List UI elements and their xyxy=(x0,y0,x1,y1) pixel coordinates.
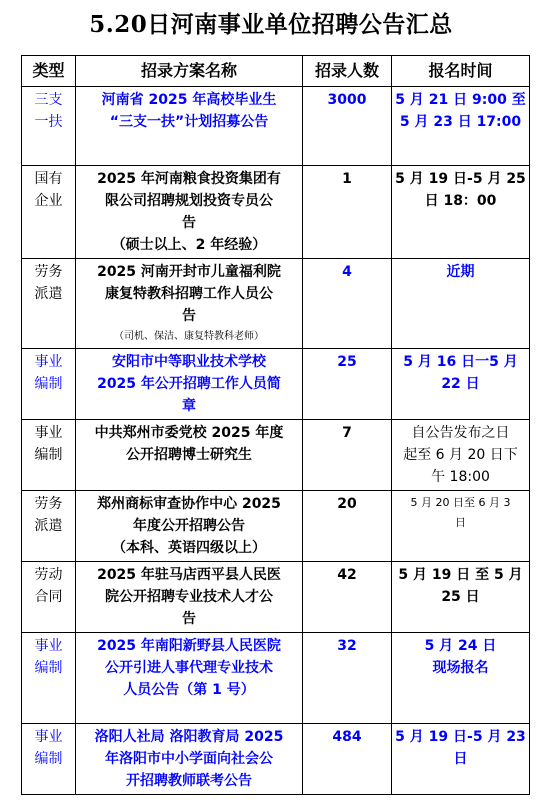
row-time: 5 月 24 日 现场报名 xyxy=(392,633,530,724)
row-type: 国有 企业 xyxy=(22,166,76,259)
recruitment-table xyxy=(21,55,530,795)
row-name: 2025 年驻马店西平县人民医 院公开招聘专业技术人才公 告 xyxy=(76,562,303,633)
row-name: 洛阳人社局 洛阳教育局 2025 年洛阳市中小学面向社会公 开招聘教师联考公告 xyxy=(76,724,303,795)
row-time: 自公告发布之日 起至 6 月 20 日下 午 18:00 xyxy=(392,420,530,491)
row-name: 2025 年南阳新野县人民医院 公开引进人事代理专业技术 人员公告（第 1 号） xyxy=(76,633,303,724)
table-row xyxy=(22,259,530,349)
row-time: 5 月 16 日一5 月 22 日 xyxy=(392,349,530,420)
table-row xyxy=(22,562,530,633)
table-row xyxy=(22,633,530,724)
row-count: 484 xyxy=(303,724,392,795)
row-count: 42 xyxy=(303,562,392,633)
row-type: 事业 编制 xyxy=(22,420,76,491)
row-name: 2025 河南开封市儿童福利院 康复特教科招聘工作人员公 告 （司机、保洁、康复特教科老师） xyxy=(76,259,303,349)
header-count: 招录人数 xyxy=(303,56,392,87)
row-note: （司机、保洁、康复特教科老师） xyxy=(114,331,264,342)
row-name: 安阳市中等职业技术学校 2025 年公开招聘工作人员简 章 xyxy=(76,349,303,420)
table-row xyxy=(22,491,530,562)
row-count: 32 xyxy=(303,633,392,724)
row-type: 事业 编制 xyxy=(22,349,76,420)
header-name: 招录方案名称 xyxy=(76,56,303,87)
table-row xyxy=(22,724,530,795)
row-time: 5 月 21 日 9:00 至 5 月 23 日 17:00 xyxy=(392,87,530,166)
row-type: 三支 一扶 xyxy=(22,87,76,166)
row-time: 5 月 19 日 至 5 月 25 日 xyxy=(392,562,530,633)
row-type: 事业 编制 xyxy=(22,633,76,724)
row-time: 近期 xyxy=(392,259,530,349)
table-row xyxy=(22,87,530,166)
row-name: 2025 年河南粮食投资集团有 限公司招聘规划投资专员公 告 （硕士以上、2 年经验） xyxy=(76,166,303,259)
row-name: 中共郑州市委党校 2025 年度 公开招聘博士研究生 xyxy=(76,420,303,491)
table-row xyxy=(22,420,530,491)
header-time: 报名时间 xyxy=(392,56,530,87)
row-type: 劳动 合同 xyxy=(22,562,76,633)
row-name: 河南省 2025 年高校毕业生 “三支一扶”计划招募公告 xyxy=(76,87,303,166)
table-row xyxy=(22,349,530,420)
row-time: 5 月 19 日-5 月 23 日 xyxy=(392,724,530,795)
row-name: 郑州商标审查协作中心 2025 年度公开招聘公告 （本科、英语四级以上） xyxy=(76,491,303,562)
row-count: 3000 xyxy=(303,87,392,166)
row-type: 事业 编制 xyxy=(22,724,76,795)
row-type: 劳务 派遣 xyxy=(22,491,76,562)
row-count: 25 xyxy=(303,349,392,420)
table-row xyxy=(22,166,530,259)
row-count: 4 xyxy=(303,259,392,349)
row-count: 20 xyxy=(303,491,392,562)
header-type: 类型 xyxy=(22,56,76,87)
row-time: 5 月 20 日至 6 月 3 日 xyxy=(392,491,530,562)
page-title: 5.20日河南事业单位招聘公告汇总 xyxy=(89,11,453,38)
row-count: 7 xyxy=(303,420,392,491)
row-time: 5 月 19 日-5 月 25 日 18：00 xyxy=(392,166,530,259)
row-type: 劳务 派遣 xyxy=(22,259,76,349)
table-header-row xyxy=(22,56,530,87)
row-count: 1 xyxy=(303,166,392,259)
